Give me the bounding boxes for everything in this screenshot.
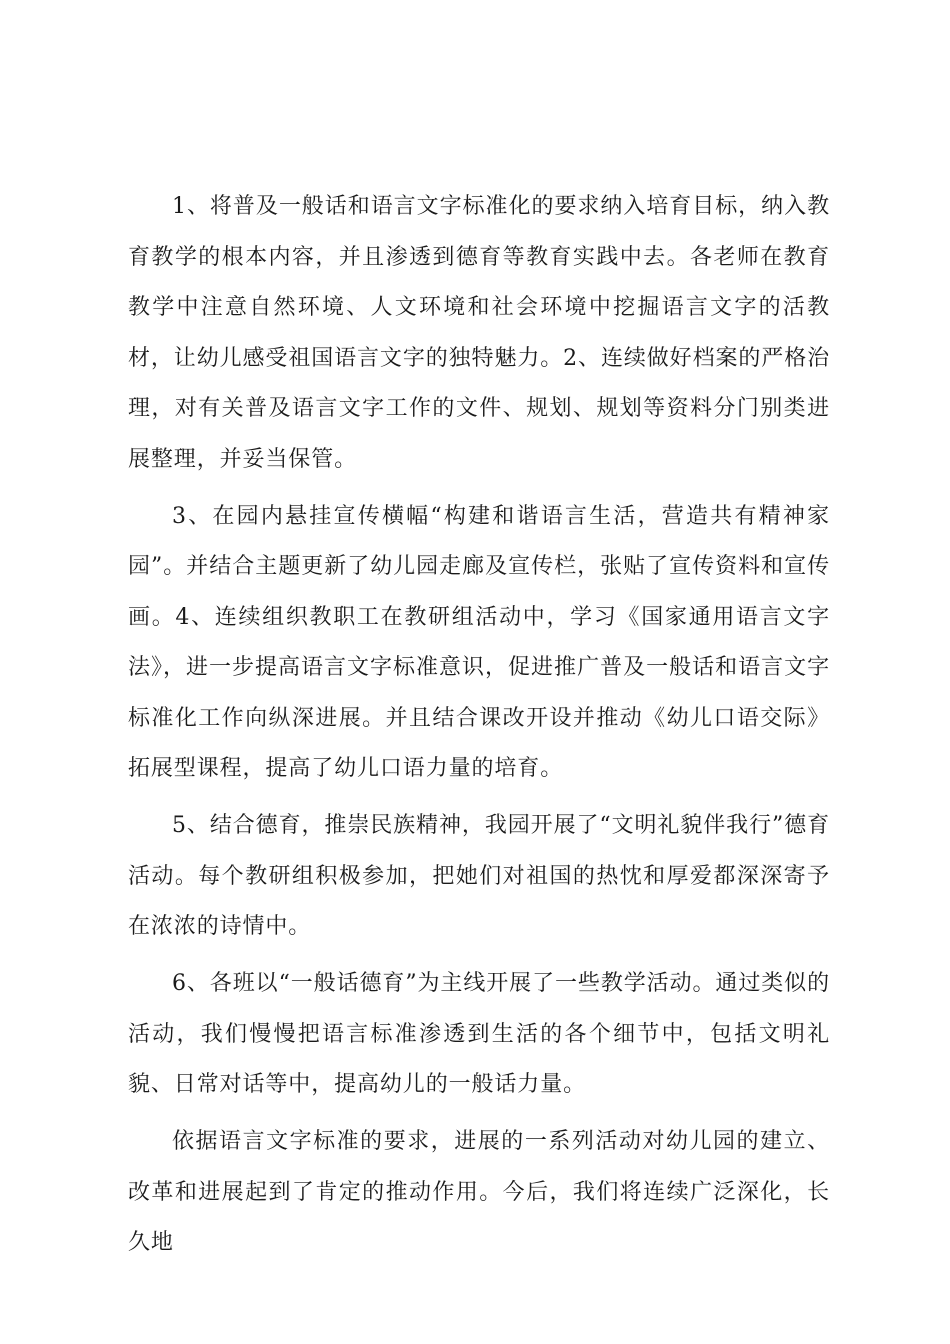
paragraph-1: 1、将普及一般话和语言文字标准化的要求纳入培育目标，纳入教育教学的根本内容，并且渗透到德育等教育实践中去。各老师在教育教学中注意自然环境、人文环境和社会环境中挖掘语言文字的活教材，让幼儿感受祖国语言文字的独特魅力。2、连续做好档案的严格治理，对有关普及语言文字工作的文件、规划、规划等资料分门别类进展整理，并妥当保管。 <box>128 194 830 472</box>
paragraph-5: 依据语言文字标准的要求，进展的一系列活动对幼儿园的建立、改革和进展起到了肯定的推动作用。今后，我们将连续广泛深化，长久地 <box>128 1129 830 1255</box>
document-body <box>128 182 830 1275</box>
paragraph-3: 5、结合德育，推崇民族精神，我园开展了“文明礼貌伴我行”德育活动。每个教研组积极参加，把她们对祖国的热忱和厚爱都深深寄予在浓浓的诗情中。 <box>128 813 830 939</box>
paragraph-4: 6、各班以“一般话德育”为主线开展了一些教学活动。通过类似的活动，我们慢慢把语言标准渗透到生活的各个细节中，包括文明礼貌、日常对话等中，提高幼儿的一般话力量。 <box>128 971 830 1097</box>
paragraph-2: 3、在园内悬挂宣传横幅“构建和谐语言生活，营造共有精神家园”。并结合主题更新了幼儿园走廊及宣传栏，张贴了宣传资料和宣传画。4、连续组织教职工在教研组活动中，学习《国家通用语言文字法》，进一步提高语言文字标准意识，促进推广普及一般话和语言文字标准化工作向纵深进展。并且结合课改开设并推动《幼儿口语交际》拓展型课程，提高了幼儿口语力量的培育。 <box>128 503 830 781</box>
